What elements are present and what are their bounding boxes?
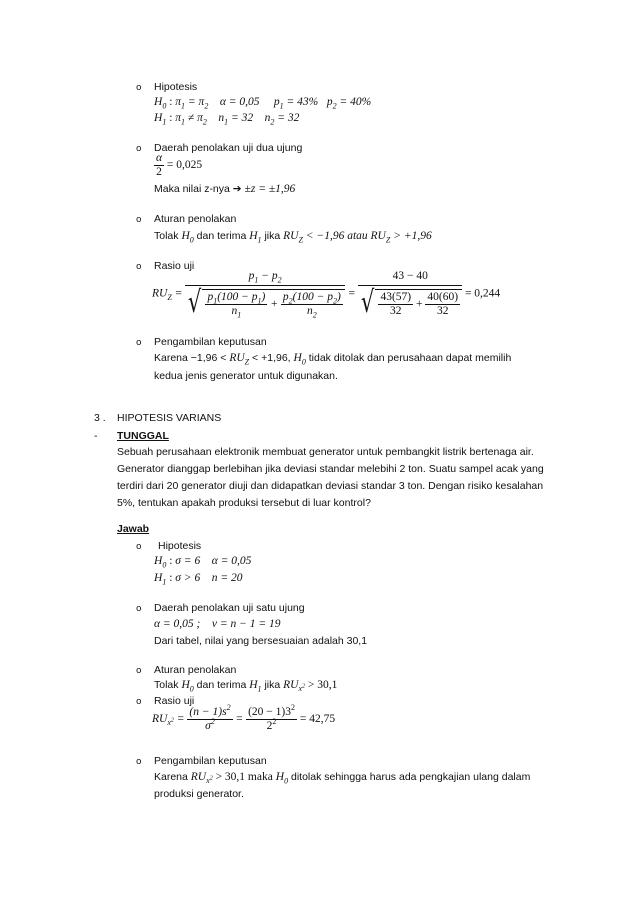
daerah-label-2: Daerah penolakan uji satu ujung [154,602,305,614]
problem-line-2: Generator dianggap berlebihan jika deviasi standar melebihi 2 ton. Suatu sampel acak yang [117,463,544,475]
keputusan-line-2: kedua jenis generator untuk digunakan. [154,370,338,382]
hypothesis-h0: $H_0$ : $\pi_1 = \pi_2$ α = 0,05 $p_1 = 43\%$ $p_2 = 40\%$ [154,96,372,111]
keputusan2-cond: > 30,1 maka [215,771,273,783]
daerah-label: Daerah penolakan uji dua ujung [154,142,303,154]
hypothesis2-h0: $H_0$ : σ = 6 α = 0,05 [154,555,252,570]
rasio-label: Rasio uji [154,260,195,272]
keputusan-karena: Karena −1,96 < [154,352,227,364]
bullet: o [136,604,142,614]
bullet: o [136,338,142,348]
section-number: 3 . [94,412,106,424]
pengambilan-label: Pengambilan keputusan [154,336,267,348]
subsection-dash: - [94,430,98,442]
hipotesis-label-2: Hipotesis [158,540,202,552]
bullet: o [136,757,142,767]
keputusan-line-1: Karena $-1,96 < RU_Z < +1,96$, $H_0$ tidak ditolak dan perusahaan dapat memilih [154,352,512,367]
keputusan2-line-2: produksi generator. [154,788,244,800]
keputusan-range: < +1,96, [252,352,291,364]
pengambilan-label-2: Pengambilan keputusan [154,755,267,767]
section-title: HIPOTESIS VARIANS [117,412,222,424]
subsection-title: TUNGGAL [117,430,169,442]
daerah-text-2: Dari tabel, nilai yang bersesuaian adalah 30,1 [154,635,368,647]
aturan-terima: dan terima [196,230,247,242]
aturan-tolak: Tolak [154,230,179,242]
aturan-text: Tolak $H_0$ dan terima $H_1$ jika $RU_Z < -1,96$ atau $RU_Z > +1,96$ [154,230,432,245]
aturan-label-2: Aturan penolakan [154,664,237,676]
aturan-text-2: Tolak $H_0$ dan terima $H_1$ jika $RU_{x^2} > 30,1$ [154,679,338,694]
bullet: o [136,542,142,552]
bullet: o [136,144,142,154]
hypothesis2-h1: $H_1$ : σ > 6 n = 20 [154,572,243,587]
bullet: o [136,262,142,272]
aturan-cond: < −1,96 atau [305,230,368,242]
problem-line-1: Sebuah perusahaan elektronik membuat generator untuk pembangkit listrik bertenaga air. [117,446,534,458]
rasio-result-2: = 42,75 [299,713,336,726]
aturan-label: Aturan penolakan [154,213,237,225]
z-text: Maka nilai z-nya [154,183,230,195]
z-value: ±z = ±1,96 [244,183,296,195]
problem-line-3: terdiri dari 20 generator diuji dan didapatkan deviasi standar 3 ton. Dengan risiko kesalahan [117,480,544,492]
aturan2-jika: jika [264,679,281,691]
aturan-jika: jika [264,230,281,242]
alpha-v-formula: α = 0,05 ; v = n − 1 = 19 [154,618,281,630]
alpha-half-result: = 0,025 [166,159,203,172]
rasio-label-2: Rasio uji [154,695,195,707]
keputusan2-line-1: Karena $RU_{x^2} > 30,1$ maka $H_0$ ditolak sehingga harus ada pengkajian ulang dalam [154,771,531,786]
aturan2-terima: dan terima [196,679,247,691]
keputusan2-text: ditolak sehingga harus ada pengkajian ulang dalam [290,771,531,783]
hipotesis-label: Hipotesis [154,81,198,93]
problem-line-4: 5%, tentukan apakah produksi tersebut di luar kontrol? [117,497,371,509]
aturan2-tolak: Tolak [154,679,179,691]
aturan-cond2: > +1,96 [393,230,432,242]
rasio-result: = 0,244 [464,287,501,300]
bullet: o [136,215,142,225]
arrow-icon: ➔ [232,183,242,195]
z-line [154,182,295,196]
bullet: o [136,666,142,676]
aturan2-cond: > 30,1 [307,679,338,691]
keputusan-text: tidak ditolak dan perusahaan dapat memilih [308,352,512,364]
bullet: o [136,697,142,707]
bullet: o [136,83,142,93]
rasio-formula-2: $RU_{x^2}$ = $\frac{(n - 1)s^2}{\sigma^2}$ = $\frac{(20 - 1)3^2}{2^2}$ = 42,75 [152,703,336,732]
hypothesis-h1: $H_1$ : $\pi_1 \ne \pi_2$ $n_1 = 32$ $n_2 = 32$ [154,112,300,127]
jawab-heading: Jawab [117,523,150,535]
keputusan2-karena: Karena [154,771,188,783]
alpha-half-formula: $\frac{\alpha}{2}$ = 0,025 [156,152,203,178]
rasio-formula: $RU_Z$ = $p_1 - p_2$ √ $\frac{p_1(100 - p_1)}{n_1}$ + $\frac{p_2(100 - p_2)}{n_2}$ = 43 − 40 √ $\frac{43(57)}{32}$ + $\frac{40(60)}{32}$ = 0,244 [152,270,501,320]
